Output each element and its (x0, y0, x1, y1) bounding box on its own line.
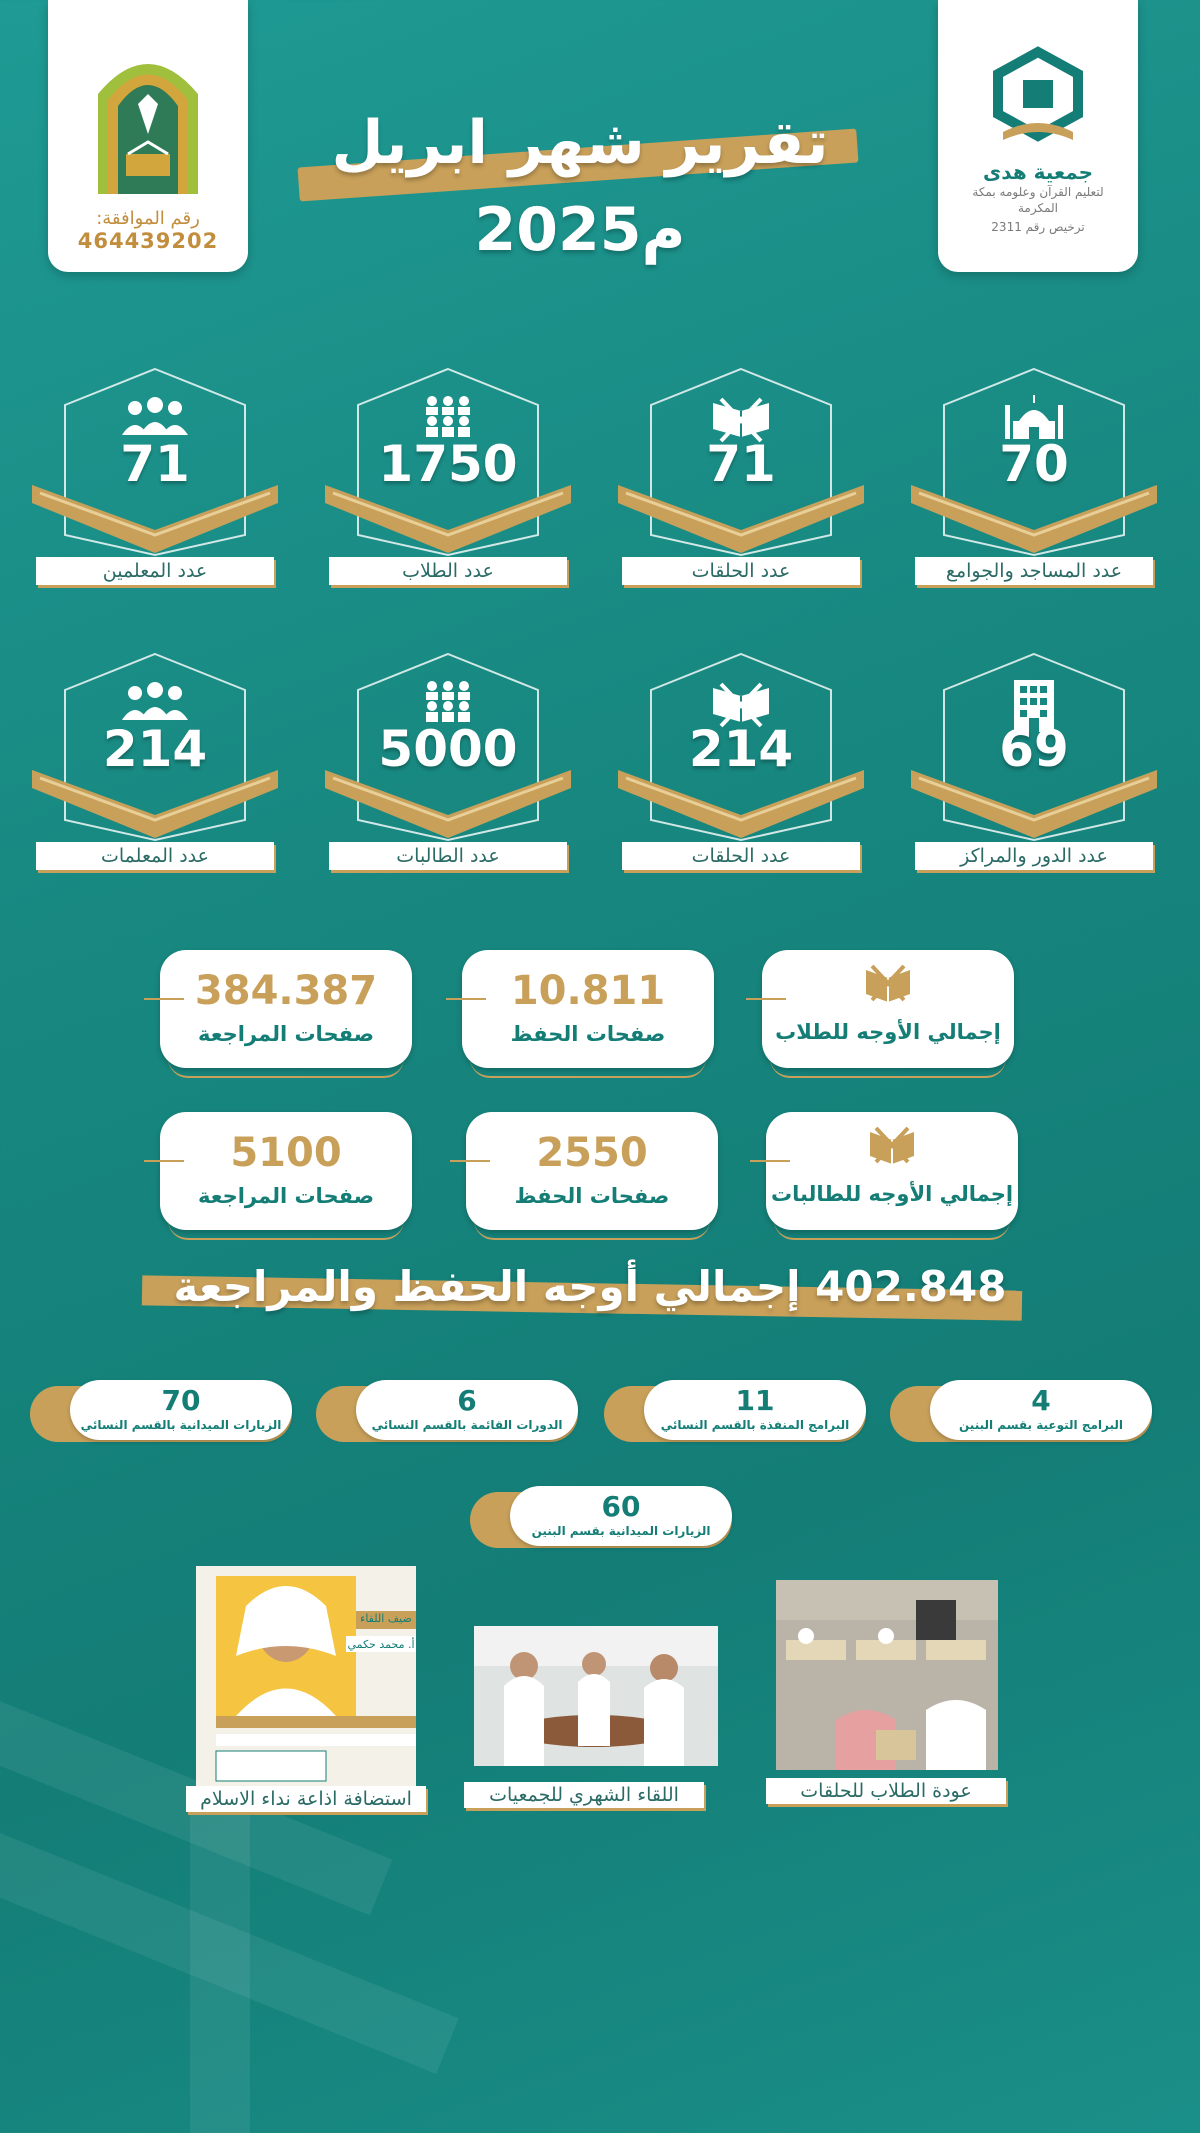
pill-value: 60 (601, 1490, 641, 1523)
students-review-box (160, 950, 412, 1068)
pill-value: 4 (1031, 1384, 1051, 1417)
stat-card (616, 365, 866, 595)
female-memorize-label: صفحات الحفظ (514, 1184, 670, 1208)
total-heading: 402.848 إجمالي أوجه الحفظ والمراجعة (173, 1262, 1007, 1311)
stat-value: 214 (102, 720, 208, 778)
page-year: 2025م (474, 195, 686, 265)
female-total-box (766, 1112, 1018, 1230)
female-review-label: صفحات المراجعة (198, 1184, 374, 1208)
program-pill (604, 1380, 866, 1444)
pill-label: البرامج التوعية بقسم البنين (959, 1418, 1123, 1432)
pill-value: 70 (161, 1384, 201, 1417)
stat-value: 71 (120, 435, 190, 493)
students-photo (776, 1580, 998, 1810)
photo-caption: استضافة اذاعة نداء الاسلام (186, 1786, 426, 1812)
pill-value: 6 (457, 1384, 477, 1417)
students-memorize-box (462, 950, 714, 1068)
meeting-photo (474, 1626, 718, 1810)
huda-logo-card (938, 0, 1138, 272)
pill-label: الدورات القائمة بالقسم النسائي (371, 1418, 563, 1432)
stat-card (323, 365, 573, 595)
quran-icon (866, 1122, 918, 1170)
female-memorize-box (466, 1112, 718, 1230)
quran-icon (862, 960, 914, 1008)
program-pill (470, 1486, 732, 1550)
students-photo-frame (776, 1580, 998, 1770)
box-arc (770, 1058, 1006, 1078)
meeting-photo-frame (474, 1626, 718, 1766)
pill-label: الزيارات الميدانية بالقسم النسائي (80, 1418, 282, 1432)
huda-license: ترخيص رقم 2311 (991, 220, 1085, 234)
female-total-label: إجمالي الأوجه للطالبات (770, 1182, 1014, 1206)
stat-value: 71 (706, 435, 776, 493)
stat-label: عدد الطلاب (329, 557, 567, 585)
stat-label: عدد المعلمين (36, 557, 274, 585)
approval-number: 464439202 (77, 229, 219, 253)
stat-value: 5000 (378, 720, 518, 778)
people-icon (30, 395, 280, 439)
stat-label: عدد المعلمات (36, 842, 274, 870)
pill-label: الزيارات الميدانية بقسم البنين (531, 1524, 711, 1538)
huda-tagline: لتعليم القرآن وعلومه بمكة المكرمة (972, 185, 1104, 215)
students-memorize-value: 10.811 (510, 968, 666, 1014)
box-connector (746, 998, 786, 1000)
pill-label: البرامج المنفذة بالقسم النسائي (660, 1418, 850, 1432)
stat-value: 1750 (378, 435, 518, 493)
pill-value: 11 (735, 1384, 775, 1417)
stat-label: عدد الحلقات (622, 557, 860, 585)
stat-value: 70 (999, 435, 1069, 493)
students-memorize-label: صفحات الحفظ (510, 1022, 666, 1046)
stat-card (30, 365, 280, 595)
radio-photo-frame (196, 1566, 416, 1796)
box-arc (168, 1058, 404, 1078)
stat-card (616, 650, 866, 880)
program-pill (30, 1380, 292, 1444)
guest-portrait (196, 1566, 416, 1796)
box-connector (750, 1160, 790, 1162)
stat-value: 69 (999, 720, 1069, 778)
approval-label: رقم الموافقة: (96, 208, 200, 229)
stat-card (30, 650, 280, 880)
radio-photo (196, 1566, 416, 1810)
guest-label: ضيف اللقاء (360, 1612, 412, 1625)
students-review-label: صفحات المراجعة (198, 1022, 374, 1046)
female-review-value: 5100 (230, 1130, 342, 1176)
stat-label: عدد الحلقات (622, 842, 860, 870)
ministry-logo-icon (88, 44, 208, 194)
photo-caption: عودة الطلاب للحلقات (766, 1778, 1006, 1804)
stat-value: 214 (688, 720, 794, 778)
box-arc (470, 1058, 706, 1078)
students-total-label: إجمالي الأوجه للطلاب (775, 1020, 1001, 1044)
stat-label: عدد الطالبات (329, 842, 567, 870)
students-image (776, 1580, 998, 1770)
meeting-image (474, 1626, 718, 1766)
program-pill (316, 1380, 578, 1444)
stat-label: عدد الدور والمراكز (915, 842, 1153, 870)
stat-label: عدد المساجد والجوامع (915, 557, 1153, 585)
people-icon (30, 680, 280, 724)
students-total-box (762, 950, 1014, 1068)
stat-card (909, 365, 1159, 595)
female-memorize-value: 2550 (536, 1130, 648, 1176)
huda-name: جمعية هدى (982, 160, 1094, 184)
box-arc (474, 1220, 710, 1240)
ministry-logo-card (48, 0, 248, 272)
photo-caption: اللقاء الشهري للجمعيات (464, 1782, 704, 1808)
box-arc (774, 1220, 1010, 1240)
program-pill (890, 1380, 1152, 1444)
huda-logo-icon (983, 44, 1093, 154)
page-title: تقرير شهر ابريل (331, 108, 829, 178)
background-stripe (190, 1810, 250, 2133)
guest-name: أ. محمد حكمي (347, 1638, 415, 1651)
box-arc (168, 1220, 404, 1240)
stat-card (323, 650, 573, 880)
female-review-box (160, 1112, 412, 1230)
stat-card (909, 650, 1159, 880)
students-review-value: 384.387 (194, 968, 378, 1014)
